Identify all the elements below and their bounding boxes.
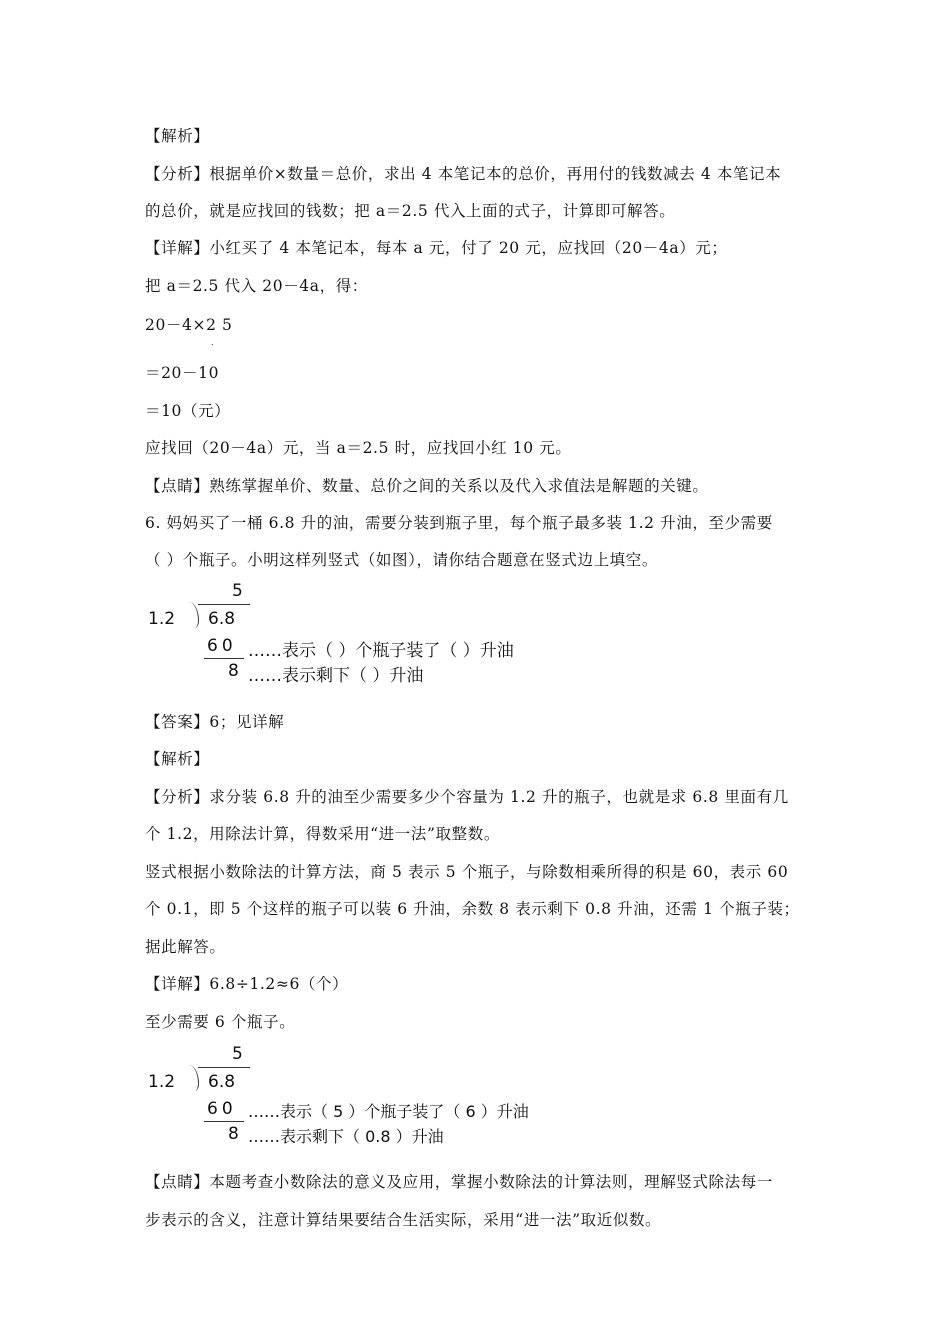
subtraction-line bbox=[204, 658, 244, 659]
subtraction-line bbox=[204, 1121, 244, 1122]
method-text-cont: 个 0.1，即 5 个这样的瓶子可以装 6 升油，余数 8 表示剩下 0.8 升油，还需 1 个瓶子装； bbox=[145, 900, 800, 918]
quotient: 5 bbox=[232, 1044, 243, 1064]
detail-calc: 【详解】6.8÷1.2≈6（个） bbox=[145, 975, 349, 993]
decimal-dot-mark: . bbox=[211, 338, 214, 347]
key-point-text-2: 【点睛】本题考查小数除法的意义及应用，掌握小数除法的计算法则，理解竖式除法每一 bbox=[145, 1173, 773, 1191]
divisor: 1.2 bbox=[148, 609, 176, 629]
substitution-text: 把 a＝2.5 代入 20－4a，得： bbox=[145, 277, 368, 295]
product: 60 bbox=[207, 1099, 237, 1119]
division-bar bbox=[198, 604, 250, 605]
method-text: 竖式根据小数除法的计算方法，商 5 表示 5 个瓶子，与除数相乘所得的积是 60，表示 60 bbox=[145, 863, 789, 881]
division-diagram-answer bbox=[148, 1044, 568, 1146]
detail-text: 【详解】小红买了 4 本笔记本，每本 a 元，付了 20 元，应找回（20－4a）元； bbox=[145, 239, 728, 257]
calc-step-1: 20－4×2 5 bbox=[145, 316, 233, 334]
product-annotation: ……表示（ 5 ）个瓶子装了（ 6 ）升油 bbox=[248, 1102, 529, 1121]
method-text-end: 据此解答。 bbox=[145, 938, 226, 956]
section-analysis-heading-2: 【解析】 bbox=[145, 750, 210, 768]
analysis-text: 【分析】根据单价×数量＝总价，求出 4 本笔记本的总价，再用付的钱数减去 4 本笔记本 bbox=[145, 165, 782, 183]
key-point-text-2-cont: 步表示的含义，注意计算结果要结合生活实际，采用“进一法”取近似数。 bbox=[145, 1211, 662, 1229]
answer-text: 【答案】6；见详解 bbox=[145, 713, 285, 731]
conclusion-text: 应找回（20－4a）元，当 a＝2.5 时，应找回小红 10 元。 bbox=[145, 439, 572, 457]
divisor: 1.2 bbox=[148, 1072, 176, 1092]
division-bar bbox=[198, 1067, 250, 1068]
remainder: 8 bbox=[228, 661, 239, 681]
detail-conclusion: 至少需要 6 个瓶子。 bbox=[145, 1013, 296, 1031]
product-annotation: ……表示（ ）个瓶子装了（ ）升油 bbox=[248, 641, 514, 661]
division-bracket bbox=[188, 602, 199, 628]
quotient: 5 bbox=[232, 581, 243, 601]
remainder-annotation: ……表示剩下（ 0.8 ）升油 bbox=[248, 1127, 444, 1146]
product: 60 bbox=[207, 636, 237, 656]
analysis-text-cont: 的总价，就是应找回的钱数；把 a＝2.5 代入上面的式子，计算即可解答。 bbox=[145, 202, 676, 220]
question-6-text: 6. 妈妈买了一桶 6.8 升的油，需要分装到瓶子里，每个瓶子最多装 1.2 升油，至少需要 bbox=[145, 514, 773, 532]
key-point-text: 【点睛】熟练掌握单价、数量、总价之间的关系以及代入求值法是解题的关键。 bbox=[145, 477, 709, 495]
remainder: 8 bbox=[228, 1124, 239, 1144]
analysis-text-2-cont: 个 1.2，用除法计算，得数采用“进一法”取整数。 bbox=[145, 825, 500, 843]
division-bracket bbox=[188, 1065, 199, 1091]
dividend: 6.8 bbox=[208, 1072, 236, 1092]
analysis-text-2: 【分析】求分装 6.8 升的油至少需要多少个容量为 1.2 升的瓶子，也就是求 6.8 里面有几 bbox=[145, 788, 789, 806]
question-6-text-cont: （ ）个瓶子。小明这样列竖式（如图），请你结合题意在竖式边上填空。 bbox=[145, 551, 658, 569]
section-analysis-heading: 【解析】 bbox=[145, 127, 210, 145]
calc-step-3: ＝10（元） bbox=[145, 402, 231, 420]
remainder-annotation: ……表示剩下（ ）升油 bbox=[248, 666, 424, 686]
calc-step-2: ＝20－10 bbox=[145, 364, 220, 382]
dividend: 6.8 bbox=[208, 609, 236, 629]
division-diagram-question bbox=[148, 581, 568, 686]
